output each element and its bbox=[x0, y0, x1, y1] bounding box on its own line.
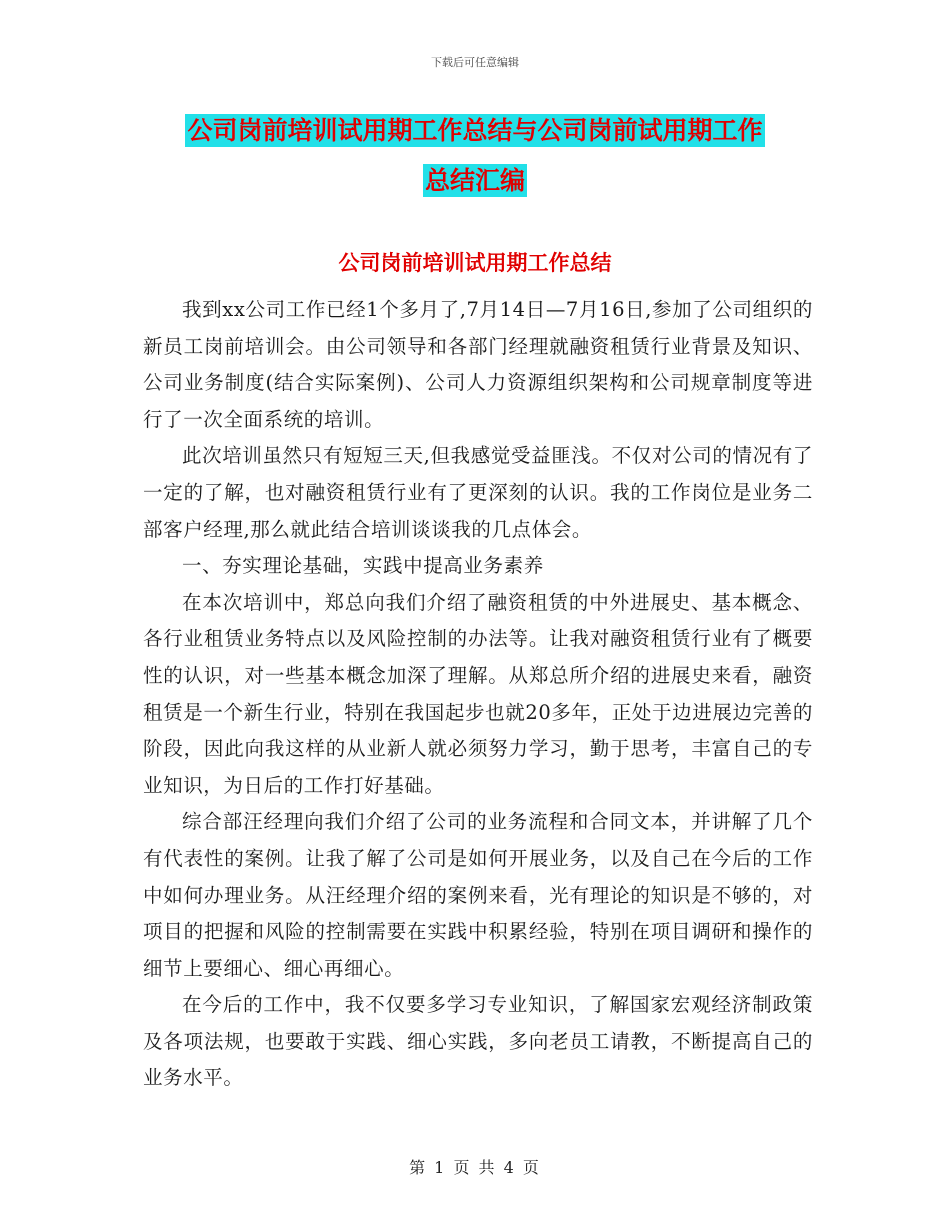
document-body bbox=[143, 292, 813, 1097]
document-title-line-1: 公司岗前培训试用期工作总结与公司岗前试用期工作 bbox=[187, 116, 763, 145]
paragraph: 综合部汪经理向我们介绍了公司的业务流程和合同文本，并讲解了几个有代表性的案例。让我了解了公司是如何开展业务，以及自己在今后的工作中如何办理业务。从汪经理介绍的案例来看，光有理论的知识是不够的，对项目的把握和风险的控制需要在实践中积累经验，特别在项目调研和操作的细节上要细心、细心再细心。 bbox=[143, 810, 813, 980]
document-title bbox=[120, 106, 830, 206]
header-note: 下载后可任意编辑 bbox=[431, 56, 519, 69]
subheading: 一、夯实理论基础，实践中提高业务素养 bbox=[182, 554, 544, 578]
paragraph: 此次培训虽然只有短短三天,但我感觉受益匪浅。不仅对公司的情况有了一定的了解，也对融资租赁行业有了更深刻的认识。我的工作岗位是业务二部客户经理,那么就此结合培训谈谈我的几点体会。 bbox=[143, 444, 813, 541]
paragraph: 我到xx公司工作已经1个多月了,7月14日—7月16日,参加了公司组织的新员工岗前培训会。由公司领导和各部门经理就融资租赁行业背景及知识、公司业务制度(结合实际案例)、公司人力资源组织架构和公司规章制度等进行了一次全面系统的培训。 bbox=[143, 298, 813, 431]
paragraph: 在本次培训中，郑总向我们介绍了融资租赁的中外进展史、基本概念、各行业租赁业务特点以及风险控制的办法等。让我对融资租赁行业有了概要性的认识，对一些基本概念加深了理解。从郑总所介绍的进展史来看，融资租赁是一个新生行业，特别在我国起步也就20多年，正处于边进展边完善的阶段，因此向我这样的从业新人就必须努力学习，勤于思考，丰富自己的专业知识，为日后的工作打好基础。 bbox=[143, 590, 813, 797]
page-footer: 第 1 页 共 4 页 bbox=[409, 1158, 541, 1177]
document-title-line-2: 总结汇编 bbox=[424, 166, 525, 195]
paragraph: 在今后的工作中，我不仅要多学习专业知识，了解国家宏观经济制政策及各项法规，也要敢于实践、细心实践，多向老员工请教，不断提高自己的业务水平。 bbox=[143, 993, 813, 1090]
section-title: 公司岗前培训试用期工作总结 bbox=[338, 251, 612, 275]
